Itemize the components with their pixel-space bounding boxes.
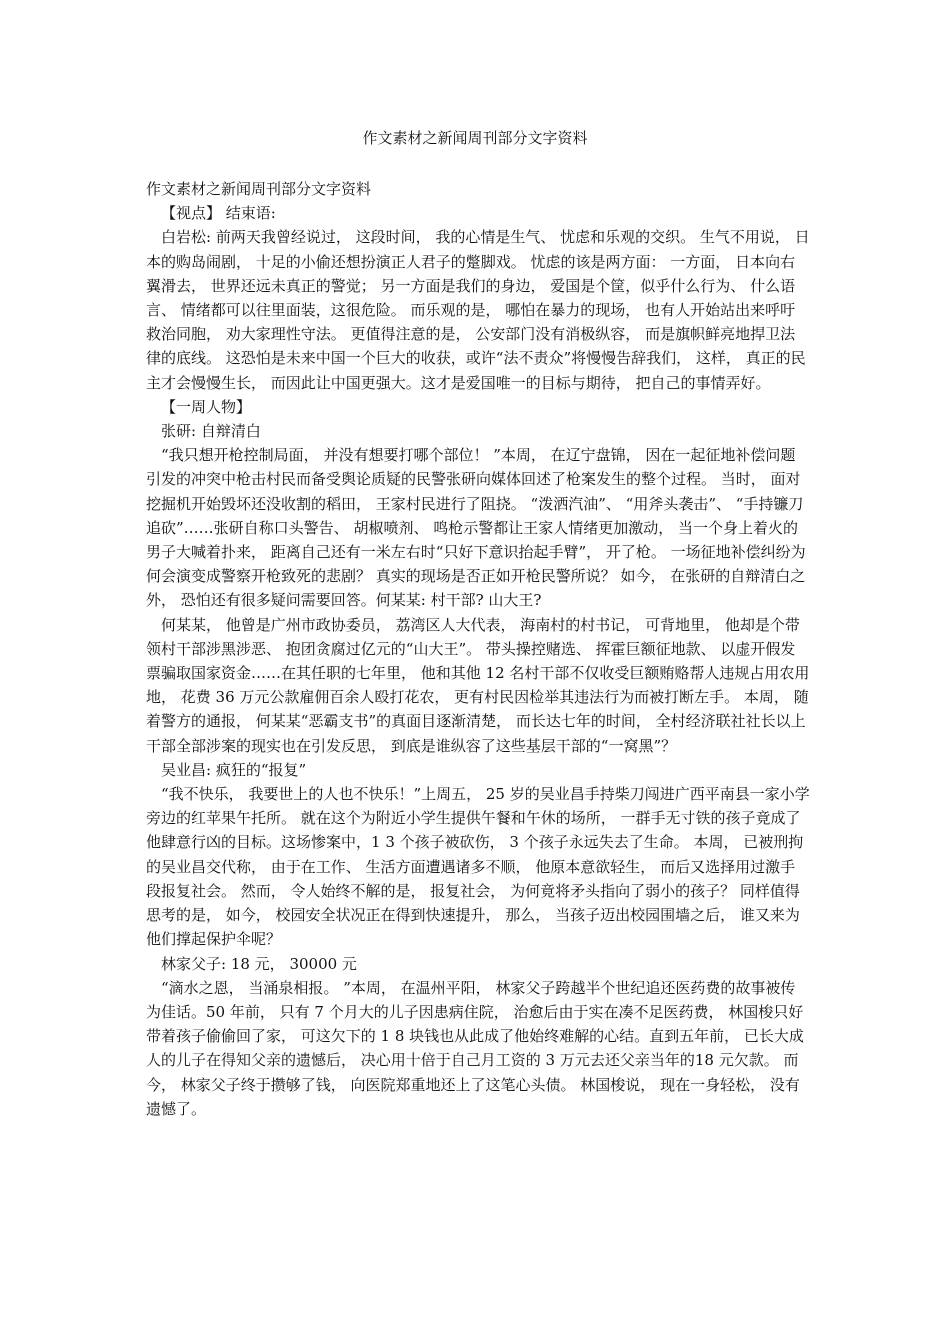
paragraph: 白岩松: 前两天我曾经说过， 这段时间， 我的心情是生气、 忧虑和乐观的交织。 生气不用说， 日本的购岛闹剧， 十足的小偷还想扮演正人君子的蹩脚戏。 忧虑的该是两方面： 一方面， 日本向右翼滑去， 世界还远未真正的警觉； 另一方面是我们的身边， 爱国是个筐，似乎什么行为、 什么语言、 情绪都可以往里面装，这很危险。 而乐观的是， 哪怕在暴力的现场， 也有人开始站出来呼吁救治同胞， 劝大家理性守法。 更值得注意的是， 公安部门没有消极纵容， 而是旗帜鲜亮地捍卫法律的底线。 这恐怕是未来中国一个巨大的收获，或许“法不责众”将慢慢告辞我们， 这样， 真正的民主才会慢慢生长， 而因此让中国更强大。这才是爱国唯一的目标与期待， 把自己的事情弄好。	[146, 228, 810, 392]
section-heading-viewpoint: 【视点】 结束语:	[161, 204, 276, 223]
paragraph: “滴水之恩， 当涌泉相报。 ”本周， 在温州平阳， 林家父子跨越半个世纪追还医药费的故事被传为佳话。50 年前， 只有 7 个月大的儿子因患病住院， 治愈后由于实在凑不足医药费， 林国梭只好带着孩子偷偷回了家， 可这欠下的 1 8 块钱也从此成了他始终难解的心结。直到五年前， 已长大成人的儿子在得知父亲的遗憾后， 决心用十倍于自己月工资的 3 万元去还父亲当年的18 元欠款。 而今， 林家父子终于攒够了钱， 向医院郑重地还上了这笔心头债。 林国梭说， 现在一身轻松， 没有遗憾了。	[146, 978, 804, 1118]
paragraph: 作文素材之新闻周刊部分文字资料	[146, 180, 372, 198]
paragraph: “我不快乐， 我要世上的人也不快乐！”上周五， 25 岁的吴业昌手持柴刀闯进广西平南县一家小学旁边的红苹果午托所。 就在这个为附近小学生提供午餐和午休的场所， 一群手无寸铁的孩子竟成了他肆意行凶的目标。这场惨案中，1 3 个孩子被砍伤， 3 个孩子永远失去了生命。 本周， 已被刑拘的吴业昌交代称， 由于在工作、 生活方面遭遇诸多不顺， 他原本意欲轻生， 而后又选择用过激手段报复社会。 然而， 令人始终不解的是， 报复社会， 为何竟将矛头指向了弱小的孩子？ 同样值得思考的是， 如今， 校园安全状况正在得到快速提升， 那么， 当孩子迈出校园围墙之后， 谁又来为他们撑起保护伞呢？	[146, 785, 810, 949]
section-heading-weekly-people: 【一周人物】	[161, 397, 252, 416]
person-heading: 吴业昌: 疯狂的“报复”	[161, 760, 307, 779]
person-heading: 张研: 自辩清白	[161, 422, 261, 441]
paragraph: “我只想开枪控制局面， 并没有想要打哪个部位！ ”本周， 在辽宁盘锦， 因在一起征地补偿问题引发的冲突中枪击村民而备受舆论质疑的民警张研向媒体回述了枪案发生的整个过程。 当时， 面对挖掘机开始毁坏还没收割的稻田， 王家村民进行了阻挠。 “泼洒汽油”、 “用斧头袭击”、 “手持镰刀追砍”……张研自称口头警告、 胡椒喷剂、 鸣枪示警都让王家人情绪更加激动， 当一个身上着火的男子大喊着扑来， 距离自己还有一米左右时“只好下意识抬起手臂”， 开了枪。 一场征地补偿纠纷为何会演变成警察开枪致死的悲剧？ 真实的现场是否正如开枪民警所说？ 如今， 在张研的自辩清白之外， 恐怕还有很多疑问需要回答。何某某: 村干部? 山大王?	[146, 446, 806, 610]
page-title: 作文素材之新闻周刊部分文字资料	[362, 129, 588, 147]
person-heading: 林家父子: 18 元， 30000 元	[161, 954, 357, 973]
paragraph: 何某某， 他曾是广州市政协委员， 荔湾区人大代表， 海南村的村书记， 可背地里， 他却是个带领村干部涉黑涉恶、 抱团贪腐过亿元的“山大王”。 带头操控赌选、 挥霍巨额征地款、 以虚开假发票骗取国家资金……在其任职的七年里， 他和其他 12 名村干部不仅收受巨额贿赂帮人违规占用农用地， 花费 36 万元公款雇佣百余人殴打花农， 更有村民因检举其违法行为而被打断左手。 本周， 随着警方的通报， 何某某“恶霸支书”的真面目逐渐清楚， 而长达七年的时间， 全村经济联社社长以上干部全部涉案的现实也在引发反思， 到底是谁纵容了这些基层干部的“一窝黑”？	[146, 615, 810, 755]
document-body	[146, 177, 810, 1121]
